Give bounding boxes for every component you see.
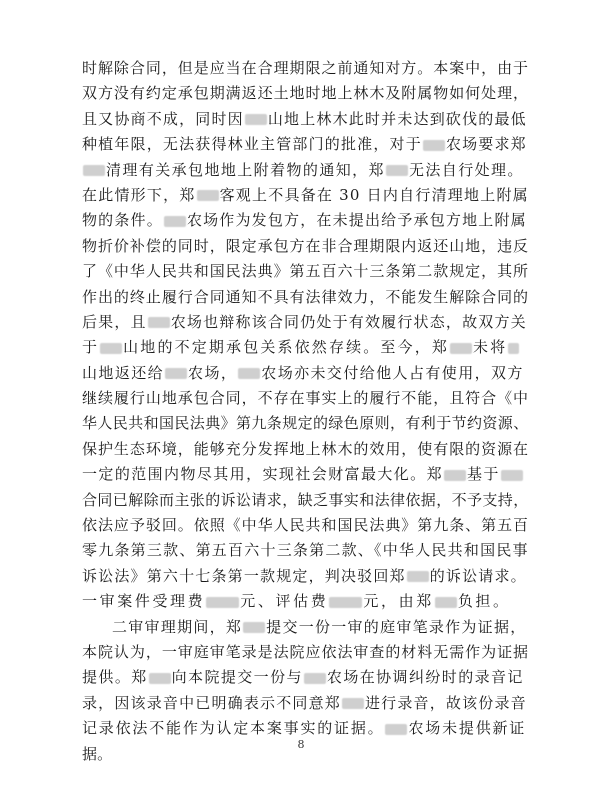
- text-line: 诉讼法》第六十七条第一款规定，判决驳回郑 的诉讼请求。: [82, 566, 527, 585]
- redacted-name: [148, 317, 170, 328]
- redacted-name: [329, 597, 362, 608]
- text-line: 在此情形下，郑 客观上不具备在 30 日内自行清理地上附属: [82, 185, 529, 204]
- text-line: 物的条件。 农场作为发包方，在未提出给予承包方地上附属: [82, 211, 527, 230]
- text-line: 零九条第三款、第五百六十三条第二款、《中华人民共和国民事: [82, 541, 529, 560]
- redacted-name: [149, 673, 171, 684]
- text-line: 山地返还给 农场， 农场亦未交付给他人占有使用，双方: [82, 363, 524, 382]
- text-line: 双方没有约定承包期满返还土地时地上林木及附属物如何处理，: [82, 84, 530, 103]
- text-line: 依法应予驳回。依照《中华人民共和国民法典》第九条、第五百: [82, 516, 530, 535]
- text-line: 时解除合同，但是应当在合理期限之前通知对方。本案中，由于: [82, 59, 530, 77]
- text-line: 华人民共和国民法典》第九条规定的绿色原则，有利于节约资源、: [82, 414, 529, 433]
- redacted-name: [508, 343, 519, 354]
- text-line: 提供。郑 向本院提交一份与 农场在协调纠纷时的录音记: [82, 668, 524, 687]
- text-line: 录，因该录音中已明确表示不同意郑 进行录音，故该份录音: [82, 693, 527, 712]
- text-line: 合同已解除而主张的诉讼请求，缺乏事实和法律依据，不予支持，: [82, 490, 529, 509]
- text-line: 记录依法不能作为认定本案事实的证据。 农场未提供新证: [82, 719, 527, 738]
- redacted-name: [164, 216, 186, 227]
- text-line: 二审审理期间，郑 提交一份一审的庭审笔录作为证据，: [112, 617, 527, 636]
- redacted-name: [304, 673, 326, 684]
- redacted-name: [407, 571, 429, 582]
- text-line: 继续履行山地承包合同，不存在事实上的履行不能，且符合《中: [82, 389, 530, 408]
- text-line: 作出的终止履行合同通知不具有法律效力，不能发生解除合同的: [82, 287, 530, 306]
- text-line: 据。: [82, 744, 113, 763]
- text-line: 保护生态环境，能够充分发挥地上林木的效用，使有限的资源在: [82, 439, 530, 458]
- redacted-name: [100, 343, 122, 354]
- redacted-name: [435, 597, 457, 608]
- redacted-name: [386, 165, 408, 176]
- redacted-name: [83, 165, 105, 176]
- redacted-name: [245, 114, 267, 125]
- redacted-name: [197, 190, 219, 201]
- text-line: 清理有关承包地地上附着物的通知，郑 无法自行处理。: [82, 158, 528, 183]
- redacted-name: [342, 698, 364, 709]
- redacted-name: [165, 368, 187, 379]
- redacted-name: [238, 368, 260, 379]
- body-text: [82, 56, 528, 767]
- text-line: 本院认为，一审庭审笔录是法院应依法审查的材料无需作为证据: [82, 642, 530, 661]
- text-line: 物折价补偿的同时，限定承包方在非合理期限内返还山地，违反: [82, 236, 530, 255]
- redacted-name: [450, 343, 472, 354]
- text-line: 种植年限，无法获得林业主管部门的批准，对于 农场要求郑: [82, 135, 527, 154]
- redacted-name: [501, 470, 523, 481]
- redacted-name: [385, 724, 407, 735]
- redacted-name: [243, 622, 265, 633]
- text-line: 于 山地的不定期承包关系依然存续。至今，郑 未将: [82, 335, 528, 360]
- redacted-name: [444, 470, 466, 481]
- redacted-name: [423, 140, 445, 151]
- page-number: 8: [297, 738, 305, 751]
- redacted-name: [206, 597, 239, 608]
- text-line: 一定的范围内物尽其用，实现社会财富最大化。郑 基于: [82, 462, 528, 487]
- text-line: 一审案件受理费 元、评估费 元，由郑 负担。: [82, 592, 511, 611]
- text-line: 且又协商不成，同时因 山地上林木此时并未达到砍伐的最低: [82, 109, 527, 128]
- text-line: 了《中华人民共和国民法典》第五百六十三条第二款规定，其所: [82, 262, 530, 281]
- text-line: 后果，且 农场也辩称该合同仍处于有效履行状态，故双方关: [82, 312, 527, 331]
